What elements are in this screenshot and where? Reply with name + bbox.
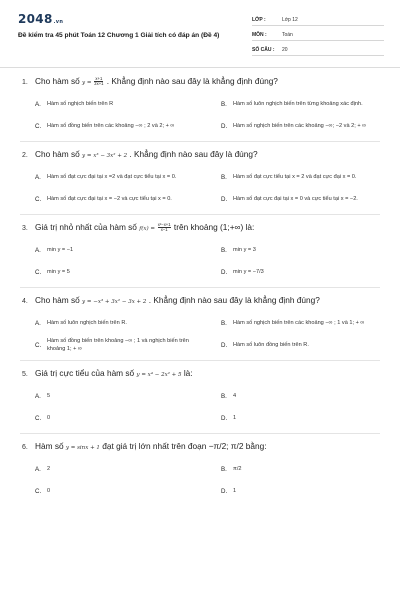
question-stem — [0, 368, 400, 386]
question-formula: y = x³ − 3x² + 2 — [82, 153, 128, 159]
question-list — [0, 76, 400, 503]
option-letter: B. — [221, 392, 227, 400]
question-number: 5. — [22, 371, 28, 378]
option-letter: D. — [221, 414, 228, 422]
meta-key: SỐ CÂU : — [252, 47, 275, 53]
question-text — [35, 441, 267, 451]
answer-option[interactable] — [35, 94, 207, 116]
question-suffix: . Khẳng định nào sau đây là khẳng định đúng? — [104, 76, 278, 86]
question-number: 3. — [22, 225, 28, 232]
question-text — [35, 295, 320, 305]
question-block — [0, 149, 400, 211]
answer-option[interactable] — [221, 116, 393, 138]
fraction-numerator: x+1 — [95, 75, 103, 81]
option-text: 4 — [233, 393, 237, 399]
question-stem — [0, 441, 400, 459]
meta-value: Lớp 12 — [282, 17, 298, 23]
answer-option[interactable] — [35, 459, 207, 481]
answer-option[interactable] — [35, 335, 207, 357]
option-text: min y = 5 — [47, 269, 70, 275]
question-formula: f(x) = — [139, 226, 157, 232]
question-formula: y = — [82, 80, 94, 86]
fraction-numerator: x²−x+1 — [157, 221, 171, 227]
option-letter: C. — [35, 341, 42, 349]
option-text: Hàm số đạt cực đại tại x = −2 và cực tiểu tại x = 0. — [47, 196, 172, 202]
question-formula: y = x⁴ − 2x² + 5 — [136, 372, 182, 378]
question-block — [0, 441, 400, 503]
answer-option[interactable] — [221, 459, 393, 481]
answer-options — [0, 240, 400, 284]
document-title: Đề kiểm tra 45 phút Toán 12 Chương 1 Giải tích có đáp án (Đề 4) — [18, 32, 220, 39]
document-meta — [252, 13, 384, 58]
header-divider — [0, 67, 400, 68]
option-text: π/2 — [233, 466, 242, 472]
question-suffix: trên khoảng (1;+∞) là: — [171, 222, 255, 232]
question-number: 6. — [22, 444, 28, 451]
question-formula: y = −x³ + 3x² − 3x + 2 — [82, 299, 147, 305]
answer-option[interactable] — [35, 189, 207, 211]
question-fraction — [158, 223, 171, 233]
option-text: 2 — [47, 466, 51, 472]
logo-text: 2048 — [18, 12, 53, 26]
option-letter: C. — [35, 122, 42, 130]
logo-suffix: .vn — [53, 19, 64, 25]
option-text: min y = 3 — [233, 247, 256, 253]
option-letter: C. — [35, 268, 42, 276]
option-text: 0 — [47, 488, 51, 494]
fraction-denominator: x−1 — [160, 227, 168, 233]
option-letter: A. — [35, 246, 41, 254]
answer-option[interactable] — [35, 481, 207, 503]
option-letter: A. — [35, 465, 41, 473]
question-divider — [20, 433, 380, 434]
question-divider — [20, 141, 380, 142]
answer-options — [0, 167, 400, 211]
option-letter: D. — [221, 122, 228, 130]
option-text: 5 — [47, 393, 51, 399]
answer-option[interactable] — [35, 167, 207, 189]
meta-value: 20 — [282, 47, 288, 53]
option-text: Hàm số nghịch biến trên R — [47, 101, 114, 107]
answer-option[interactable] — [221, 240, 393, 262]
option-letter: D. — [221, 268, 228, 276]
question-stem — [0, 222, 400, 240]
question-stem — [0, 76, 400, 94]
question-block — [0, 295, 400, 357]
answer-option[interactable] — [35, 386, 207, 408]
option-letter: B. — [221, 319, 227, 327]
answer-options — [0, 313, 400, 357]
answer-option[interactable] — [221, 408, 393, 430]
option-text: Hàm số đạt cực đại tại x = 0 và cực tiểu tại x = −2. — [233, 196, 358, 202]
option-letter: D. — [221, 341, 228, 349]
option-letter: B. — [221, 246, 227, 254]
answer-options — [0, 459, 400, 503]
answer-option[interactable] — [221, 386, 393, 408]
question-suffix: . Khẳng định nào sau đây là đúng? — [127, 149, 258, 159]
question-block — [0, 368, 400, 430]
meta-row-subject — [252, 28, 384, 41]
meta-key: MÔN : — [252, 32, 267, 38]
question-suffix: đạt giá trị lớn nhất trên đoạn −π/2; π/2 bằng: — [99, 441, 267, 451]
meta-row-class — [252, 13, 384, 26]
answer-option[interactable] — [221, 262, 393, 284]
page-header — [0, 0, 400, 64]
option-letter: B. — [221, 465, 227, 473]
answer-options — [0, 94, 400, 138]
option-text: Hàm số đồng biến trên khoảng −∞ ; 1 và nghịch biến trên khoảng 1; + ∞ — [47, 338, 189, 352]
question-text — [35, 368, 193, 378]
option-letter: B. — [221, 173, 227, 181]
option-letter: C. — [35, 487, 42, 495]
question-number: 2. — [22, 152, 28, 159]
answer-option[interactable] — [221, 189, 393, 211]
question-stem — [0, 149, 400, 167]
question-block — [0, 222, 400, 284]
option-text: 1 — [233, 488, 237, 494]
option-text: Hàm số luôn nghịch biến trên từng khoảng xác định. — [233, 101, 363, 107]
meta-row-count — [252, 43, 384, 56]
option-text: Hàm số đồng biến trên các khoảng −∞ ; 2 và 2; + ∞ — [47, 123, 175, 129]
answer-option[interactable] — [221, 335, 393, 357]
option-text: Hàm số luôn nghịch biến trên R. — [47, 320, 127, 326]
question-fraction — [94, 77, 103, 87]
meta-value: Toán — [282, 32, 293, 38]
question-number: 4. — [22, 298, 28, 305]
question-prefix: Giá trị nhỏ nhất của hàm số — [35, 222, 140, 232]
option-text: 1 — [233, 415, 237, 421]
option-letter: B. — [221, 100, 227, 108]
option-letter: A. — [35, 173, 41, 181]
question-stem — [0, 295, 400, 313]
option-text: Hàm số nghịch biến trên các khoảng −∞ ; 1 và 1; + ∞ — [233, 320, 365, 326]
option-letter: A. — [35, 392, 41, 400]
question-block — [0, 76, 400, 138]
meta-key: LỚP : — [252, 17, 266, 23]
answer-option[interactable] — [221, 481, 393, 503]
question-text — [35, 149, 258, 159]
question-prefix: Giá trị cực tiểu của hàm số — [35, 368, 137, 378]
option-letter: C. — [35, 414, 42, 422]
answer-option[interactable] — [35, 262, 207, 284]
question-suffix: là: — [181, 368, 193, 378]
option-text: Hàm số đạt cực tiểu tại x = 2 và đạt cực đại x = 0. — [233, 174, 357, 180]
fraction-denominator: 2x+1 — [94, 81, 104, 87]
option-letter: D. — [221, 195, 228, 203]
option-letter: A. — [35, 319, 41, 327]
option-letter: A. — [35, 100, 41, 108]
question-text — [35, 76, 278, 87]
question-prefix: Cho hàm số — [35, 76, 83, 86]
option-text: min y = −1 — [47, 247, 74, 253]
option-text: Hàm số luôn đồng biến trên R. — [233, 342, 309, 348]
answer-options — [0, 386, 400, 430]
answer-option[interactable] — [35, 408, 207, 430]
question-number: 1. — [22, 79, 28, 86]
question-divider — [20, 287, 380, 288]
answer-option[interactable] — [35, 240, 207, 262]
site-logo[interactable] — [18, 12, 63, 26]
answer-option[interactable] — [35, 116, 207, 138]
option-text: min y = −7/3 — [233, 269, 264, 275]
answer-option[interactable] — [221, 167, 393, 189]
option-text: 0 — [47, 415, 51, 421]
question-divider — [20, 214, 380, 215]
answer-option[interactable] — [221, 313, 393, 335]
answer-option[interactable] — [35, 313, 207, 335]
question-prefix: Hàm số — [35, 441, 66, 451]
answer-option[interactable] — [221, 94, 393, 116]
option-text: Hàm số nghịch biến trên các khoảng −∞; −2 và 2; + ∞ — [233, 123, 367, 129]
question-prefix: Cho hàm số — [35, 295, 83, 305]
question-prefix: Cho hàm số — [35, 149, 83, 159]
option-letter: D. — [221, 487, 228, 495]
option-letter: C. — [35, 195, 42, 203]
option-text: Hàm số đạt cực đại tại x =2 và đạt cực tiểu tại x = 0. — [47, 174, 177, 180]
question-divider — [20, 360, 380, 361]
question-text — [35, 222, 254, 233]
question-suffix: . Khẳng định nào sau đây là khẳng định đúng? — [146, 295, 320, 305]
question-formula: y = sinx + 1 — [65, 445, 100, 451]
